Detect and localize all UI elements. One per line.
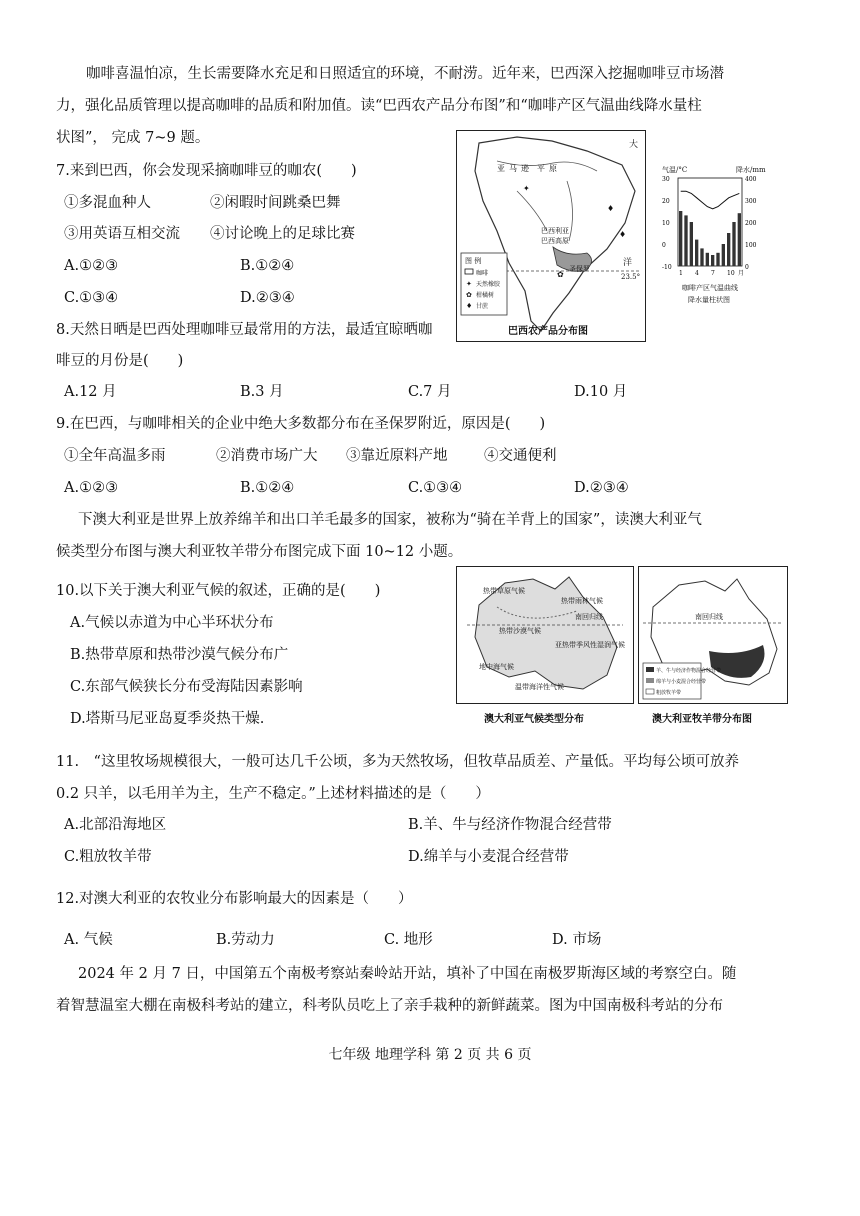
q12-option-d[interactable]: D. 市场	[552, 932, 602, 948]
q7-option-d[interactable]: D.②③④	[240, 290, 295, 306]
brazil-map-caption: 巴西农产品分布图	[508, 326, 588, 337]
aus-label-savanna: 热带草原气候	[483, 587, 525, 595]
svg-text:✦: ✦	[523, 184, 530, 193]
q9-stem: 9.在巴西，与咖啡相关的企业中绝大多数都分布在圣保罗附近，原因是( )	[56, 416, 546, 432]
q9-item-3: ③靠近原料产地	[346, 448, 448, 464]
y-right-tick-label: 100	[745, 242, 757, 249]
precip-bar	[695, 240, 698, 266]
intro-line-2: 力，强化品质管理以提高咖啡的品质和附加值。读“巴西农产品分布图”和“咖啡产区气温曲线降水量柱	[56, 98, 702, 114]
aus-label-mediterranean: 地中海气候	[479, 663, 514, 671]
q12-stem: 12.对澳大利亚的农牧业分布影响最大的因素是（ ）	[56, 891, 413, 907]
y-left-tick-label: 20	[662, 198, 670, 205]
climate-caption-2: 降水量柱状图	[688, 296, 730, 304]
climate-title-right: 降水/mm	[736, 166, 766, 174]
aus-climate-map	[457, 567, 633, 703]
aus-label-monsoon: 亚热带季风性湿润气候	[555, 641, 625, 649]
y-right-tick-label: 200	[745, 220, 757, 227]
brazil-label-ping: 平	[537, 164, 545, 173]
sheep-legend-2: 绵羊与小麦混合经营带	[656, 679, 707, 685]
q11-option-b[interactable]: B.羊、牛与经济作物混合经营带	[408, 817, 612, 833]
brazil-map	[457, 131, 645, 341]
brazil-label-ya: 亚	[497, 164, 505, 173]
aus-sheep-map	[639, 567, 787, 703]
q10-option-c[interactable]: C.东部气候狭长分布受海陆因素影响	[70, 679, 303, 695]
svg-text:♦: ♦	[619, 230, 627, 239]
q9-option-b[interactable]: B.①②④	[240, 480, 295, 496]
q10-option-b[interactable]: B.热带草原和热带沙漠气候分布广	[70, 647, 289, 663]
q8-option-c[interactable]: C.7 月	[408, 384, 452, 400]
brazil-legend-citrus: 柑橘树	[476, 292, 495, 299]
brazil-legend-title: 图 例	[465, 257, 482, 265]
brazil-label-brasilia: 巴西利亚	[541, 227, 569, 235]
sheep-label-tropic: 南回归线	[695, 613, 723, 621]
q8-stem-1: 8.天然日晒是巴西处理咖啡豆最常用的方法，最适宜晾晒咖	[56, 322, 433, 338]
aus-label-tropic: 南回归线	[575, 613, 603, 621]
svg-text:✿: ✿	[557, 270, 564, 279]
climate-title-left: 气温/°C	[662, 166, 688, 174]
svg-text:✦: ✦	[466, 280, 472, 288]
brazil-label-plateau: 巴西高原	[541, 237, 569, 245]
intro2-line-1: 下澳大利亚是世界上放养绵羊和出口羊毛最多的国家，被称为“骑在羊背上的国家”，读澳大利亚气	[78, 512, 702, 528]
aus-label-rainforest: 热带雨林气候	[561, 597, 603, 605]
page-footer: 七年级 地理学科 第 2 页 共 6 页	[328, 1047, 532, 1063]
q7-item-1: ①多混血种人	[64, 195, 151, 211]
q12-option-a[interactable]: A. 气候	[64, 932, 113, 948]
x-tick-label: 7	[711, 270, 715, 277]
aus-label-desert: 热带沙漠气候	[499, 627, 541, 635]
q11-option-c[interactable]: C.粗放牧羊带	[64, 849, 152, 865]
precip-bar	[738, 213, 741, 266]
brazil-label-xun: 逊	[521, 164, 529, 173]
brazil-legend-rubber: 天然橡胶	[476, 281, 501, 288]
brazil-legend-sugarcane: 甘蔗	[476, 303, 489, 310]
q11-option-d[interactable]: D.绵羊与小麦混合经营带	[408, 849, 569, 865]
y-left-tick-label: 10	[662, 220, 670, 227]
y-right-tick-label: 0	[745, 264, 749, 271]
q11-option-a[interactable]: A.北部沿海地区	[64, 817, 167, 833]
x-tick-label: 4	[695, 270, 699, 277]
q8-option-b[interactable]: B.3 月	[240, 384, 284, 400]
x-tick-label: 月	[738, 270, 745, 277]
q10-option-a[interactable]: A.气候以赤道为中心半环状分布	[70, 615, 274, 631]
y-right-tick-label: 400	[745, 176, 757, 183]
precip-bar	[706, 253, 709, 266]
q7-option-c[interactable]: C.①③④	[64, 290, 119, 306]
q8-stem-2: 啡豆的月份是( )	[56, 353, 184, 369]
q7-item-4: ④讨论晚上的足球比赛	[210, 226, 355, 242]
q7-option-b[interactable]: B.①②④	[240, 258, 295, 274]
q9-option-c[interactable]: C.①③④	[408, 480, 463, 496]
brazil-legend-coffee: 咖啡	[476, 270, 489, 277]
sheep-legend-3: 粗放牧羊带	[656, 690, 682, 696]
q12-option-c[interactable]: C. 地形	[384, 932, 433, 948]
climate-caption-1: 咖啡产区气温曲线	[682, 284, 738, 292]
y-left-tick-label: 30	[662, 176, 670, 183]
x-tick-label: 1	[679, 270, 683, 277]
svg-text:♦: ♦	[607, 204, 615, 213]
q9-item-1: ①全年高温多雨	[64, 448, 166, 464]
climate-chart	[652, 162, 772, 312]
q9-option-d[interactable]: D.②③④	[574, 480, 629, 496]
climate-chart-figure	[652, 162, 772, 312]
brazil-map-figure	[456, 130, 646, 342]
aus-sheep-figure	[638, 566, 788, 704]
temperature-line	[681, 191, 740, 209]
q8-option-d[interactable]: D.10 月	[574, 384, 628, 400]
q9-item-4: ④交通便利	[484, 448, 557, 464]
q7-item-2: ②闲暇时间跳桑巴舞	[210, 195, 341, 211]
q10-stem: 10.以下关于澳大利亚气候的叙述，正确的是( )	[56, 583, 381, 599]
q9-option-a[interactable]: A.①②③	[64, 480, 119, 496]
y-left-tick-label: -10	[662, 264, 672, 271]
y-right-tick-label: 300	[745, 198, 757, 205]
aus-climate-caption: 澳大利亚气候类型分布	[484, 714, 584, 725]
precip-bar	[722, 244, 725, 266]
q7-item-3: ③用英语互相交流	[64, 226, 180, 242]
brazil-label-saopaulo: 圣保罗	[569, 265, 590, 273]
aus-sheep-caption: 澳大利亚牧羊带分布图	[652, 714, 752, 725]
brazil-label-yang: 洋	[623, 258, 633, 268]
sheep-legend-1: 羊、牛与经济作物混合经营带	[656, 668, 722, 674]
q8-option-a[interactable]: A.12 月	[64, 384, 117, 400]
precip-bar	[679, 211, 682, 266]
x-tick-label: 10	[727, 270, 735, 277]
q12-option-b[interactable]: B.劳动力	[216, 932, 275, 948]
q7-stem: 7.来到巴西，你会发现采摘咖啡豆的咖农( )	[56, 163, 357, 179]
precip-bar	[684, 215, 687, 266]
intro3-line-2: 着智慧温室大棚在南极科考站的建立，科考队员吃上了亲手栽种的新鲜蔬菜。图为中国南极科考站的分布	[56, 998, 723, 1014]
svg-text:♦: ♦	[466, 302, 473, 310]
svg-text:✿: ✿	[466, 291, 472, 299]
precip-bar	[727, 233, 730, 266]
precip-bar	[690, 222, 693, 266]
q9-item-2: ②消费市场广大	[216, 448, 318, 464]
brazil-label-da: 大	[629, 140, 639, 150]
brazil-label-ma: 马	[509, 164, 517, 173]
precip-bar	[732, 222, 735, 266]
precip-bar	[711, 255, 714, 266]
q10-option-d[interactable]: D.塔斯马尼亚岛夏季炎热干燥.	[70, 711, 265, 727]
intro2-line-2: 候类型分布图与澳大利亚牧羊带分布图完成下面 10~12 小题。	[56, 544, 463, 560]
intro-line-3: 状图”， 完成 7~9 题。	[56, 130, 210, 146]
y-left-tick-label: 0	[662, 242, 666, 249]
intro3-line-1: 2024 年 2 月 7 日，中国第五个南极考察站秦岭站开站，填补了中国在南极罗斯海区域的考察空白。随	[78, 966, 737, 982]
aus-label-oceanic: 温带海洋性气候	[515, 683, 564, 691]
precip-bar	[700, 248, 703, 266]
q7-option-a[interactable]: A.①②③	[64, 258, 119, 274]
precip-bar	[716, 253, 719, 266]
intro-line-1: 咖啡喜温怕凉，生长需要降水充足和日照适宜的环境，不耐涝。近年来，巴西深入挖掘咖啡豆市场潜	[86, 66, 724, 82]
aus-climate-figure	[456, 566, 634, 704]
q11-stem-2: 0.2 只羊，以毛用羊为主，生产不稳定。”上述材料描述的是（ ）	[56, 786, 490, 802]
brazil-label-tropic: 23.5°	[621, 273, 641, 281]
q11-stem-1: 11. “这里牧场规模很大，一般可达几千公顷，多为天然牧场，但牧草品质差、产量低。平均每公顷可放养	[56, 754, 739, 770]
brazil-label-yuan: 原	[549, 164, 557, 173]
